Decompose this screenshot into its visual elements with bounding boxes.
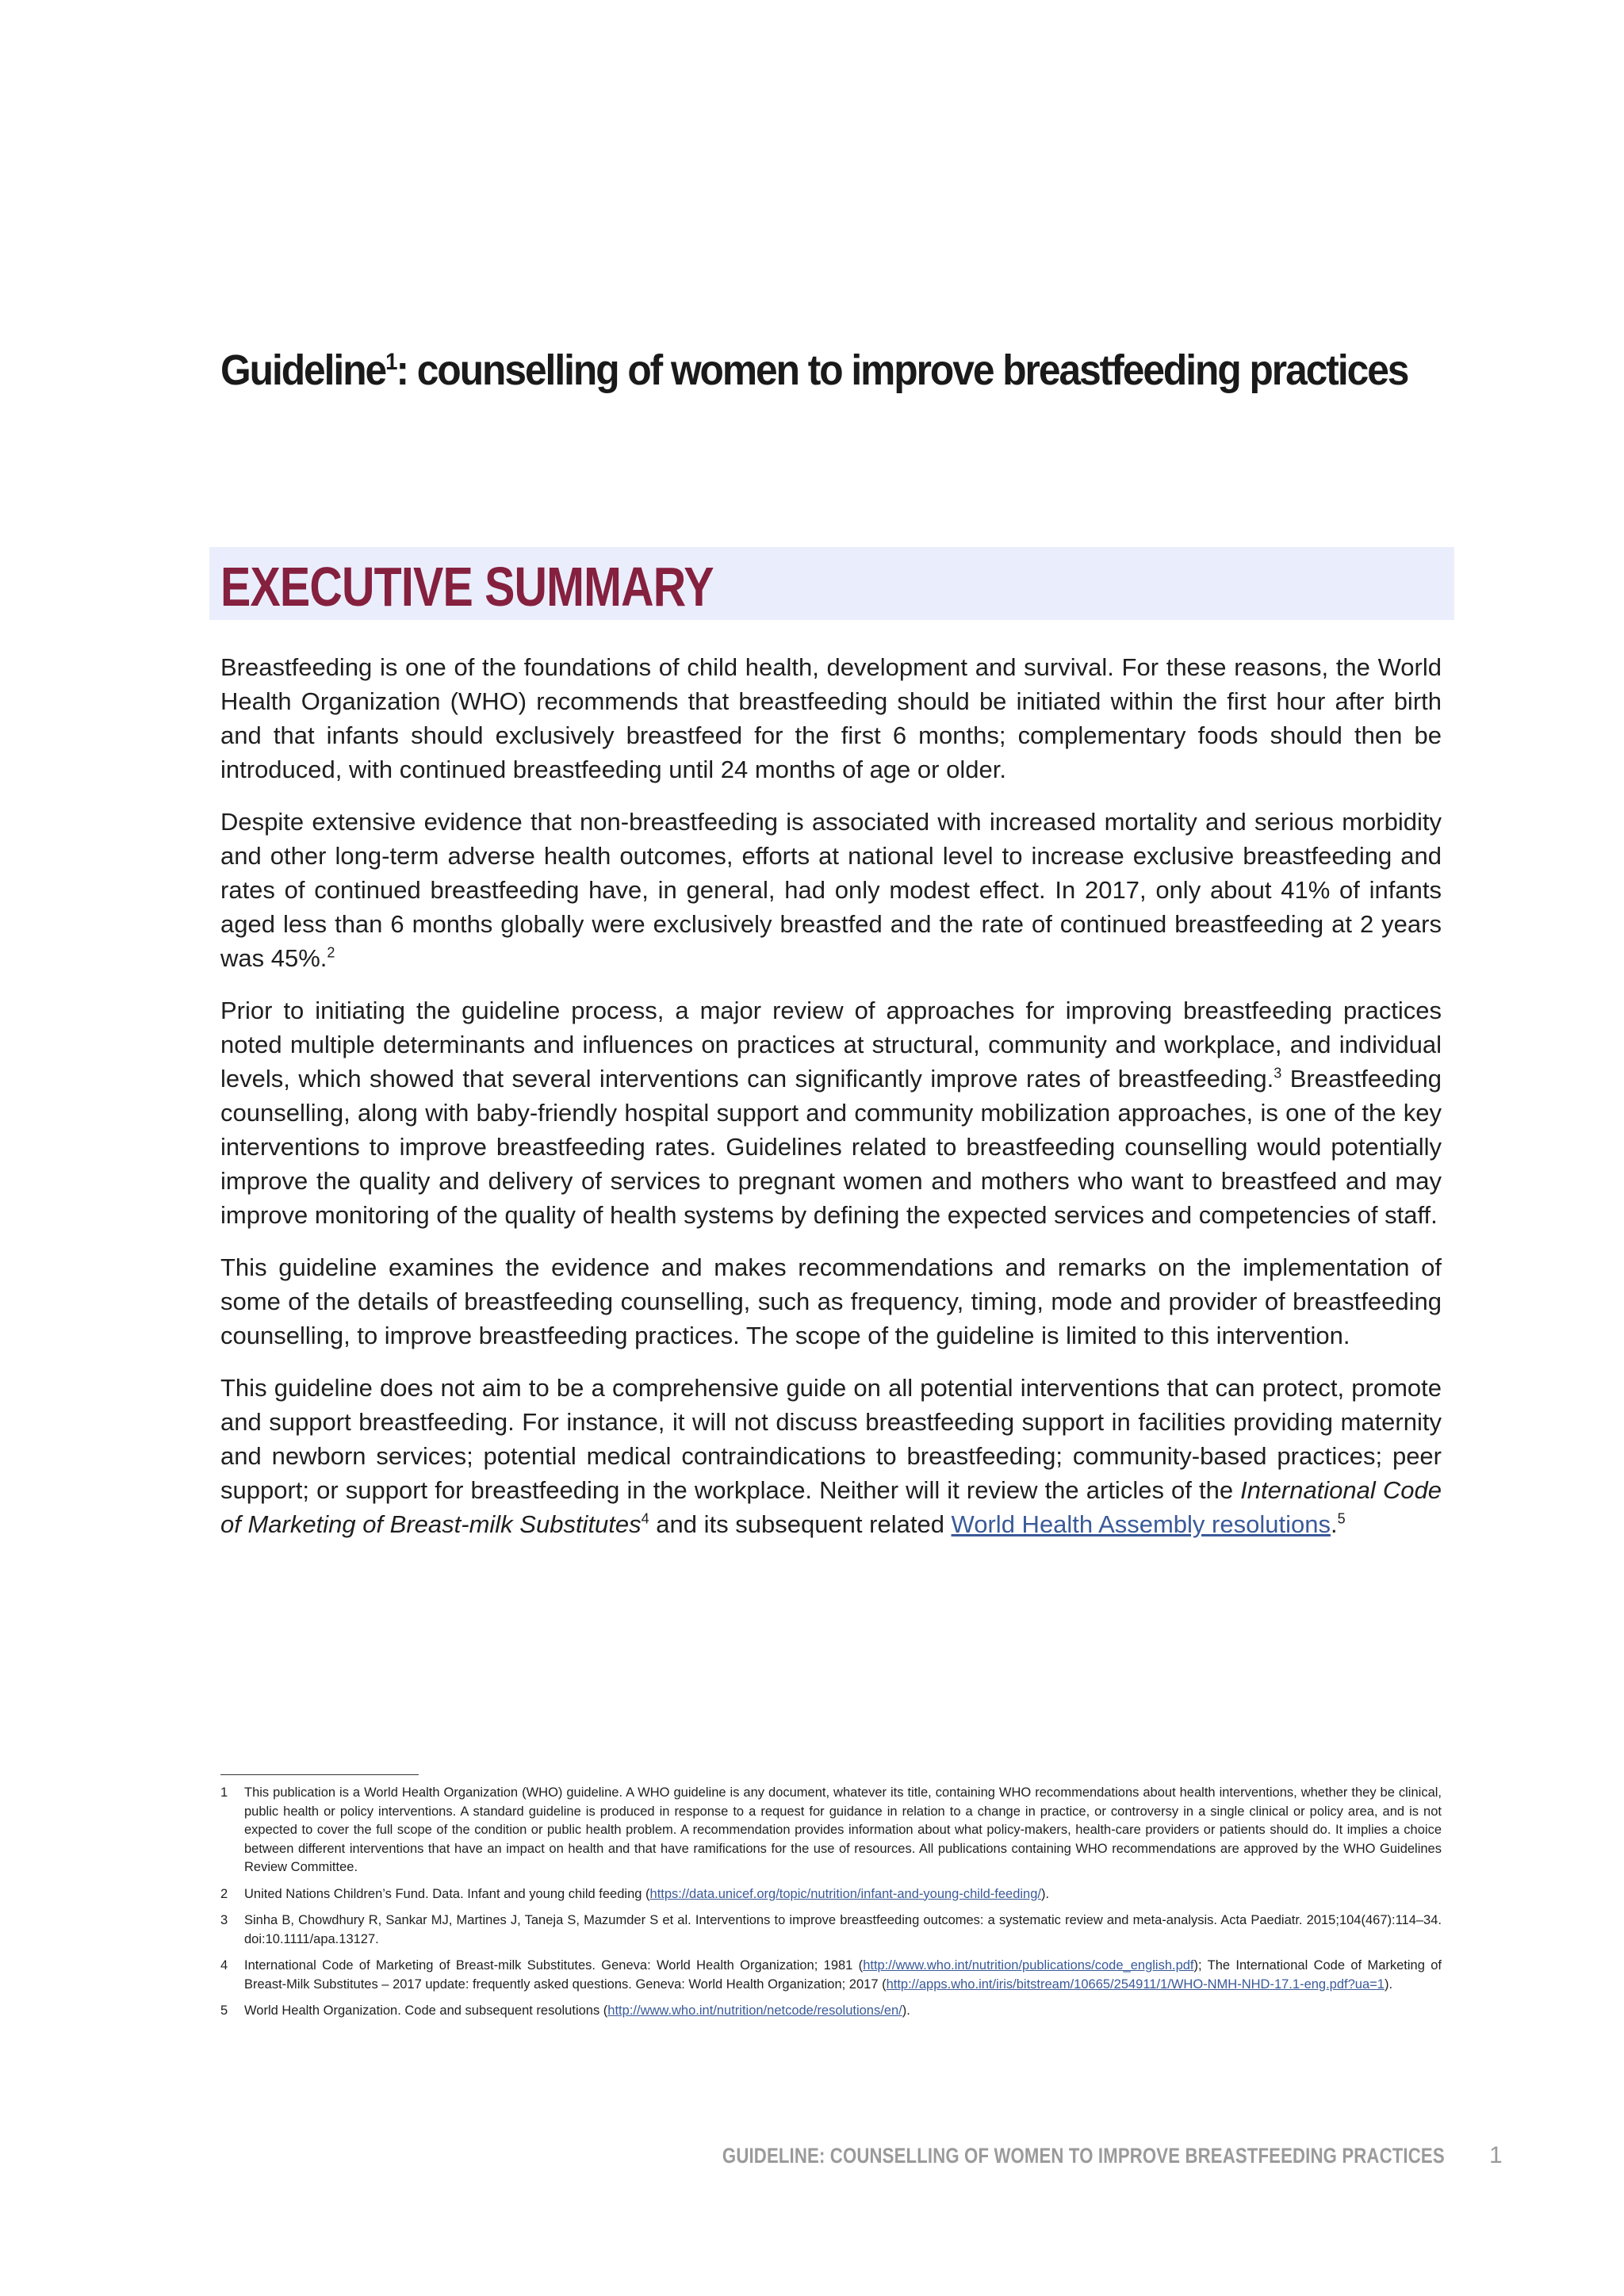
who-iris-pdf-link[interactable]: http://apps.who.int/iris/bitstream/10665/254911/1/WHO-NMH-NHD-17.1-eng.pdf?ua=1 xyxy=(886,1976,1385,1992)
footnote-text-part: ). xyxy=(1041,1886,1050,1901)
paragraph-4: This guideline examines the evidence and makes recommendations and remarks on the implementation of some of the details of breastfeeding counselling, such as frequency, timing, mode and provider of breastfeeding counselling, to improve breastfeeding practices. The scope of the guideline is limited to this intervention. xyxy=(220,1253,1442,1349)
document-title xyxy=(220,346,1408,395)
footnote-number: 4 xyxy=(220,1958,228,1973)
paragraph-5-text-a: This guideline does not aim to be a comprehensive guide on all potential interventions that can protect, promote and support breastfeeding. For instance, it will not discuss breastfeeding support in facilities providing maternity and newborn services; potential medical contraindications to breastfeeding; community-based practices; peer support; or support for breastfeeding in the workplace. Neither will it review the articles of the xyxy=(220,1374,1442,1504)
footnote-text xyxy=(244,1957,1442,1994)
body-text xyxy=(220,650,1442,1559)
page-number: 1 xyxy=(1489,2142,1503,2168)
paragraph-3-text-b: Breastfeeding counselling, along with baby-friendly hospital support and community mobilization approaches, is one of the key interventions to improve breastfeeding rates. Guidelines related to breastfeeding counselling would potentially improve the quality and delivery of services to pregnant women and mothers who want to breastfeed and may improve monitoring of the quality of health systems by defining the expected services and competencies of staff. xyxy=(220,1065,1442,1229)
footnote-5 xyxy=(220,2002,1442,2021)
footnote-text-part: World Health Organization. Code and subsequent resolutions ( xyxy=(244,2003,608,2018)
footnote-number: 5 xyxy=(220,2003,228,2018)
footnote-text-part: International Code of Marketing of Breast-milk Substitutes. Geneva: World Health Organization; 1981 ( xyxy=(244,1958,864,1973)
paragraph-2 xyxy=(220,805,1442,975)
footnote-1 xyxy=(220,1784,1442,1877)
footnote-text xyxy=(244,2002,1442,2021)
paragraph-1: Breastfeeding is one of the foundations of child health, development and survival. For these reasons, the World Health Organization (WHO) recommends that breastfeeding should be initiated within the first hour after birth and that infants should exclusively breastfeed for the first 6 months; complementary foods should then be introduced, with continued breastfeeding until 24 months of age or older. xyxy=(220,653,1442,783)
footnote-text-part: ); The International Code of Marketing of Breast-Milk Substitutes – 2017 update: frequently asked questions. Geneva: World Health Organization; 2017 ( xyxy=(244,1958,1442,1992)
footnote-text-part: ). xyxy=(1384,1976,1393,1992)
running-footer-title: GUIDELINE: COUNSELLING OF WOMEN TO IMPROVE BREASTFEEDING PRACTICES xyxy=(722,2144,1445,2168)
footnote-text: This publication is a World Health Organization (WHO) guideline. A WHO guideline is any document, whatever its title, containing WHO recommendations about health interventions, whether they be clinical, public health or policy interventions. A standard guideline is produced in response to a request for guidance in relation to a change in practice, or controversy in a single clinical or policy area, and is not expected to cover the full scope of the condition or public health problem. A recommendation provides information about what policy-makers, health-care providers or patients should do. It implies a choice between different interventions that have an impact on health and that have ramifications for the use of resources. All publications containing WHO recommendations are approved by the WHO Guidelines Review Committee. xyxy=(244,1785,1442,1874)
footnotes xyxy=(220,1784,1442,2029)
footnote-text xyxy=(244,1885,1442,1904)
unicef-data-link[interactable]: https://data.unicef.org/topic/nutrition/infant-and-young-child-feeding/ xyxy=(649,1886,1041,1901)
footnote-ref-2[interactable]: 2 xyxy=(327,944,335,961)
section-heading: EXECUTIVE SUMMARY xyxy=(220,556,714,618)
paragraph-5-text-c: . xyxy=(1330,1510,1338,1538)
paragraph-3 xyxy=(220,993,1442,1232)
footnote-divider xyxy=(220,1774,419,1775)
footnote-text-part: United Nations Children’s Fund. Data. Infant and young child feeding ( xyxy=(244,1886,650,1901)
footnote-number: 1 xyxy=(220,1785,228,1800)
who-code-pdf-link[interactable]: http://www.who.int/nutrition/publications/code_english.pdf xyxy=(863,1958,1194,1973)
title-text: Guideline xyxy=(220,346,386,394)
title-rest: : counselling of women to improve breastfeeding practices xyxy=(396,346,1408,394)
wha-resolutions-link[interactable]: World Health Assembly resolutions xyxy=(951,1510,1331,1538)
title-footnote-ref[interactable]: 1 xyxy=(385,349,396,375)
code-title-italic: International Code of Marketing of Breast-milk Substitutes xyxy=(220,1476,1442,1538)
footnote-2 xyxy=(220,1885,1442,1904)
footnote-number: 2 xyxy=(220,1886,228,1901)
footnote-4 xyxy=(220,1957,1442,1994)
paragraph-5 xyxy=(220,1371,1442,1541)
footnote-text-part: ). xyxy=(902,2003,910,2018)
paragraph-3-text-a: Prior to initiating the guideline process, a major review of approaches for improving breastfeeding practices noted multiple determinants and influences on practices at structural, community and workplace, and individual levels, which showed that several interventions can significantly improve rates of breastfeeding. xyxy=(220,997,1442,1093)
footnote-ref-4[interactable]: 4 xyxy=(641,1510,649,1527)
footnote-number: 3 xyxy=(220,1913,228,1927)
footnote-text: Sinha B, Chowdhury R, Sankar MJ, Martines J, Taneja S, Mazumder S et al. Interventions to improve breastfeeding outcomes: a systematic review and meta-analysis. Acta Paediatr. 2015;104(467):114–34. doi:10.1111/apa.13127. xyxy=(244,1913,1442,1946)
footnote-ref-3[interactable]: 3 xyxy=(1274,1065,1282,1081)
paragraph-2-text: Despite extensive evidence that non-breastfeeding is associated with increased mortality and serious morbidity and other long-term adverse health outcomes, efforts at national level to increase exclusive breastfeeding and rates of continued breastfeeding have, in general, had only modest effect. In 2017, only about 41% of infants aged less than 6 months globally were exclusively breastfed and the rate of continued breastfeeding at 2 years was 45%. xyxy=(220,808,1442,972)
footnote-ref-5[interactable]: 5 xyxy=(1337,1510,1346,1527)
who-netcode-link[interactable]: http://www.who.int/nutrition/netcode/resolutions/en/ xyxy=(607,2003,902,2018)
paragraph-5-text-b: and its subsequent related xyxy=(649,1510,952,1538)
footnote-3 xyxy=(220,1911,1442,1949)
